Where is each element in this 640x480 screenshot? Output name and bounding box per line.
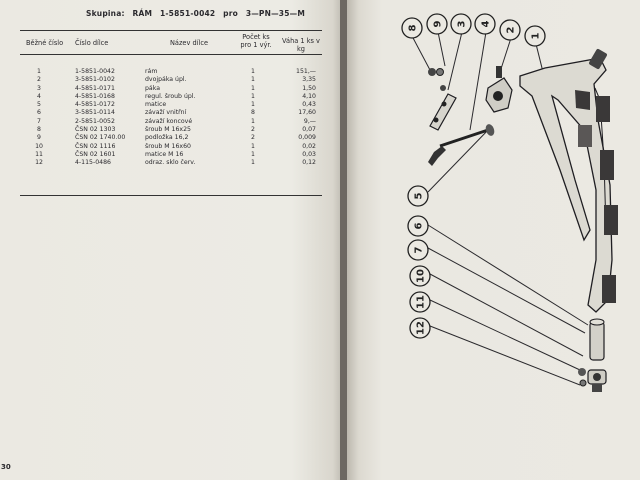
callout-10 — [410, 266, 430, 286]
part-number: 3-5851-0114 — [75, 109, 115, 117]
weight: 0,009 — [298, 134, 316, 142]
heading-model: 3—PN—35—M — [245, 9, 306, 18]
part-name: rám — [145, 68, 158, 75]
callout-label: 7 — [413, 246, 425, 254]
weight: 3,35 — [302, 76, 316, 84]
quantity: 1 — [251, 142, 255, 150]
part-number: ČSN 02 1601 — [75, 150, 116, 158]
weight: 0,07 — [302, 126, 316, 134]
part-number: ČSN 02 1303 — [75, 126, 116, 134]
callout-4 — [475, 14, 495, 34]
row-number: 10 — [35, 142, 43, 150]
weight: 0,02 — [302, 142, 316, 150]
lever-part-3 — [430, 94, 456, 130]
quantity: 1 — [251, 150, 255, 158]
heading-for: pro — [223, 9, 238, 18]
quantity: 1 — [251, 159, 255, 167]
callout-3 — [451, 14, 471, 34]
quantity: 8 — [251, 109, 255, 117]
row-number: 7 — [37, 117, 41, 125]
callout-label: 2 — [505, 26, 517, 34]
quantity: 1 — [251, 117, 255, 125]
page-number: 30 — [1, 463, 11, 471]
callout-label: 9 — [432, 20, 444, 28]
quantity: 2 — [251, 126, 255, 134]
row-number: 5 — [37, 101, 41, 109]
callout-8 — [402, 18, 422, 38]
weight: 0,03 — [302, 150, 316, 158]
weight: 151,— — [296, 68, 316, 75]
part-number: 4-5851-0172 — [75, 101, 115, 109]
callout-1 — [525, 26, 545, 46]
part-number: 2-5851-0052 — [75, 117, 115, 125]
part-number: 1-5851-0042 — [75, 68, 115, 75]
callout-label: 10 — [415, 269, 427, 283]
quantity: 2 — [251, 134, 255, 142]
weight: 9,— — [303, 117, 316, 125]
part-number: 4-115-0486 — [75, 159, 111, 167]
part-name: podložka 16,2 — [145, 134, 189, 142]
part-name: regul. šroub úpl. — [145, 92, 196, 100]
part-number: ČSN 02 1116 — [75, 142, 116, 150]
heading-number: 1-5851-0042 — [159, 9, 216, 18]
row-number: 9 — [37, 134, 41, 142]
row-number: 8 — [37, 126, 41, 134]
part-name: matice M 16 — [145, 150, 184, 158]
part-number: 3-5851-0102 — [75, 76, 115, 84]
weight: 0,12 — [302, 159, 316, 167]
weight: 0,43 — [302, 101, 316, 109]
part-name: šroub M 16x60 — [145, 142, 191, 150]
callout-7 — [408, 240, 428, 260]
weight: 4,10 — [302, 92, 316, 100]
callout-2 — [500, 20, 520, 40]
callout-label: 3 — [456, 20, 468, 28]
small-parts-8-9 — [428, 68, 446, 91]
row-number: 12 — [35, 159, 43, 167]
callout-label: 6 — [413, 222, 425, 230]
callout-label: 1 — [530, 32, 542, 40]
row-number: 4 — [37, 92, 41, 100]
heading-label: Skupina: — [86, 9, 125, 18]
lever-part-2 — [486, 66, 512, 112]
row-number: 6 — [37, 109, 41, 117]
callout-9 — [427, 14, 447, 34]
part-number: ČSN 02 1740.00 — [75, 134, 126, 142]
callout-label: 5 — [413, 192, 425, 200]
callout-12 — [410, 318, 430, 338]
col-header-part-name: Název dílce — [170, 39, 209, 47]
weight: 1,50 — [302, 84, 316, 92]
part-name: závaží vnitřní — [145, 109, 187, 117]
callout-label: 12 — [415, 321, 427, 335]
row-number: 2 — [37, 76, 41, 84]
part-name: šroub M 16x25 — [145, 126, 191, 134]
col-header-part-number: Číslo dílce — [75, 39, 109, 47]
heading-name: RÁM — [132, 9, 153, 18]
quantity: 1 — [251, 76, 255, 84]
quantity: 1 — [251, 84, 255, 92]
col-header-no: Běžné číslo — [26, 39, 64, 47]
quantity: 1 — [251, 101, 255, 109]
callout-11 — [410, 292, 430, 312]
row-number: 11 — [35, 150, 43, 158]
frame-part-1 — [520, 48, 618, 312]
callout-label: 8 — [407, 24, 419, 32]
callout-circles — [402, 14, 545, 338]
callout-6 — [408, 216, 428, 236]
col-header-weight: Váha 1 ks v kg — [282, 37, 320, 53]
callout-label: 11 — [415, 295, 427, 309]
part-name: matice — [145, 101, 167, 109]
weight: 17,60 — [298, 109, 316, 117]
part-name: dvojpáka úpl. — [145, 76, 187, 84]
quantity: 1 — [251, 92, 255, 100]
callout-label: 4 — [480, 20, 492, 28]
col-header-qty: Počet ks pro 1 výr. — [240, 33, 272, 49]
row-number: 1 — [37, 68, 41, 75]
part-name: odraz. sklo červ. — [145, 159, 196, 167]
quantity: 1 — [251, 68, 255, 75]
row-number: 3 — [37, 84, 41, 92]
part-number: 4-5851-0171 — [75, 84, 115, 92]
part-name: závaží koncové — [145, 117, 193, 125]
part-number: 4-5851-0168 — [75, 92, 115, 100]
part-name: páka — [145, 84, 160, 92]
callout-5 — [408, 186, 428, 206]
